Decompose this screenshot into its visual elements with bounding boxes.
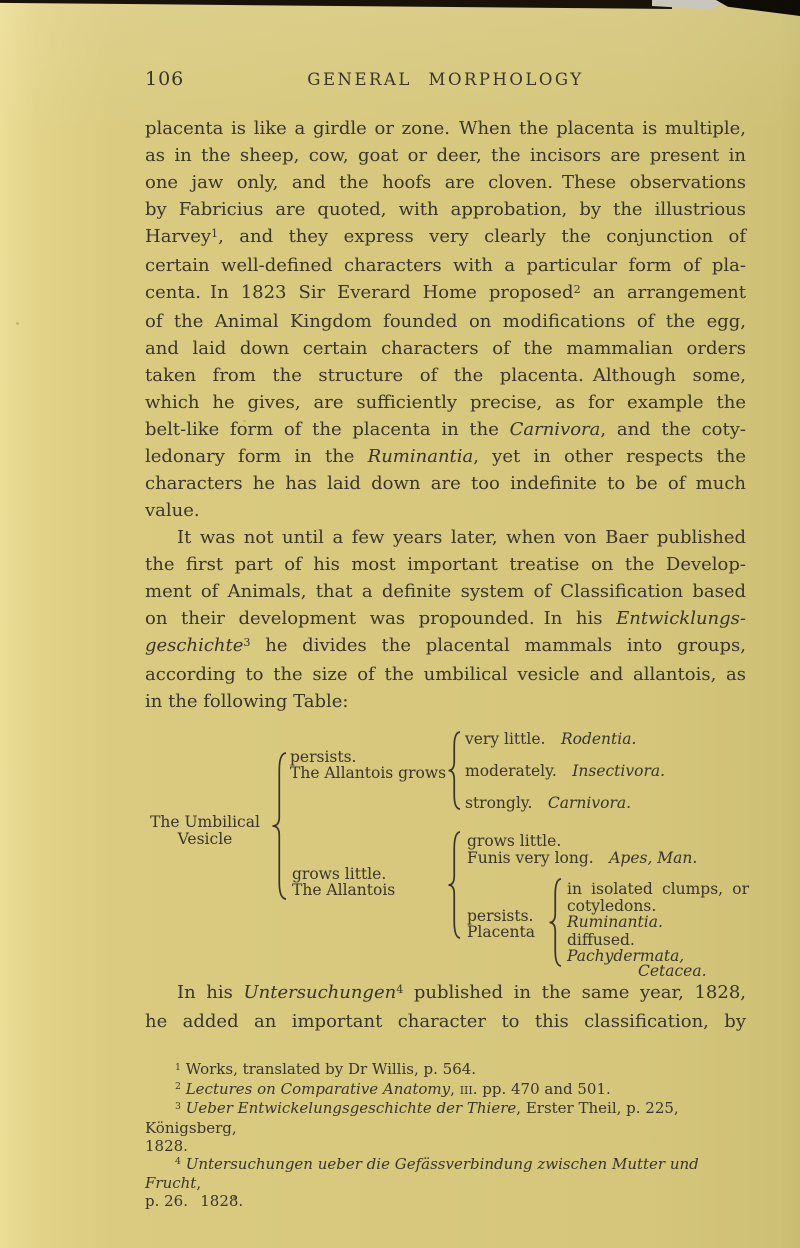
text-line: $^3$ Ueber Entwickelungsgeschichte der Thiere, Erster Theil, p. 225, Königsberg, — [145, 1099, 679, 1138]
text-line: one jaw only, and the hoofs are cloven. These observations — [145, 172, 746, 193]
text-line: In his Untersuchungen$^4$ published in the same year, 1828, — [177, 982, 746, 1003]
table-node-line: cotyledons. Ruminantia. — [567, 896, 664, 931]
table-node-line: The Allantois — [292, 880, 396, 899]
table-leaf-pachydermata-cetacea — [567, 933, 749, 980]
text-line: It was not until a few years later, when von Baer published — [177, 527, 746, 548]
table-brace-allantois-grows — [448, 731, 460, 810]
table-node-line: Vesicle — [177, 830, 233, 848]
text-line: $^2$ Lectures on Comparative Anatomy, iii. pp. 470 and 501. — [175, 1079, 611, 1098]
text-line: according to the size of the umbilical vesicle and allantois, as — [145, 664, 746, 685]
text-line: the first part of his most important treatise on the Develop- — [145, 554, 746, 575]
text-line: and laid down certain characters of the mammalian orders — [145, 338, 746, 359]
text-line: of the Animal Kingdom founded on modifications of the egg, — [145, 311, 746, 332]
text-line: ledonary form in the Ruminantia, yet in other respects the — [145, 446, 746, 467]
table-node-line: Placenta — [467, 922, 535, 941]
text-line: as in the sheep, cow, goat or deer, the incisors are present in — [145, 145, 746, 166]
table-node-line: persists. — [290, 748, 357, 766]
page-header — [145, 68, 746, 94]
table-leaf-insectivora: moderately. Insectivora. — [465, 762, 666, 780]
text-line: by Fabricius are quoted, with approbation, by the illustrious — [145, 199, 746, 220]
table-node-placenta — [467, 909, 535, 940]
table-leaf-carnivora: strongly. Carnivora. — [465, 794, 632, 812]
text-line: certain well-defined characters with a particular form of pla- — [145, 255, 746, 276]
text-line: on their development was propounded. In his Entwicklungs- — [145, 608, 746, 629]
table-leaf-ruminantia — [567, 881, 749, 931]
table-node-line: The Allantois grows — [290, 763, 447, 782]
table-leaf-apes-man — [467, 833, 697, 867]
text-line: value. — [145, 500, 200, 521]
table-brace-placenta — [549, 878, 561, 967]
after-table-paragraph — [145, 980, 746, 1035]
table-node-umbilical-vesicle — [148, 814, 262, 848]
text-line: he added an important character to this classification, by — [145, 1010, 746, 1032]
table-node-line: Cetacea. — [638, 962, 707, 980]
table-leaf-rodentia: very little. Rodentia. — [465, 730, 637, 748]
text-line: 1828. — [145, 1136, 188, 1155]
table-brace-main — [272, 752, 286, 900]
text-line: $^1$ Works, translated by Dr Willis, p. 564. — [175, 1060, 477, 1078]
running-head: GENERAL MORPHOLOGY — [307, 70, 584, 89]
table-node-line: The Umbilical — [150, 813, 260, 831]
text-line: $^4$ Untersuchungen ueber die Gefässverbindung zwischen Mutter und Frucht, — [145, 1154, 699, 1193]
text-line: ment of Animals, that a definite system of Classification based — [145, 581, 746, 602]
text-line: characters he has laid down are too indefinite to be of much — [145, 473, 746, 494]
text-line: in the following Table: — [145, 691, 349, 712]
text-line: Harvey$^1$, and they express very clearly the conjunction of — [145, 226, 746, 247]
table-node-line: persists. — [467, 907, 534, 925]
table-brace-allantois — [448, 831, 460, 939]
text-line: belt-like form of the placenta in the Carnivora, and the coty- — [145, 419, 746, 440]
text-line: taken from the structure of the placenta. Although some, — [145, 365, 746, 386]
text-line: centa. In 1823 Sir Everard Home proposed$^2$ an arrangement — [145, 282, 746, 303]
text-line: placenta is like a girdle or zone. When the placenta is multiple, — [145, 118, 746, 139]
table-node-line: Funis very long. Apes, Man. — [467, 849, 698, 867]
footnotes — [145, 1061, 746, 1211]
text-line: p. 26. 1828. — [145, 1191, 244, 1210]
table-node-line: in isolated clumps, or — [567, 880, 749, 898]
paper-speck — [16, 322, 19, 325]
page-number: 106 — [145, 68, 185, 90]
table-node-allantois-grows — [290, 750, 446, 781]
text-line: geschichte$^3$ he divides the placental mammals into groups, — [145, 635, 746, 656]
scan-artifact-corner — [716, 0, 800, 16]
table-node-line: grows little. — [467, 832, 562, 850]
scan-artifact-top-bar — [0, 0, 672, 9]
table-node-line: diffused. Pachydermata, — [567, 931, 685, 965]
table-node-line: grows little. — [292, 865, 387, 883]
text-line: which he gives, are sufficiently precise, as for example the — [145, 392, 746, 413]
table-node-allantois — [292, 867, 395, 898]
body-text — [145, 115, 746, 715]
